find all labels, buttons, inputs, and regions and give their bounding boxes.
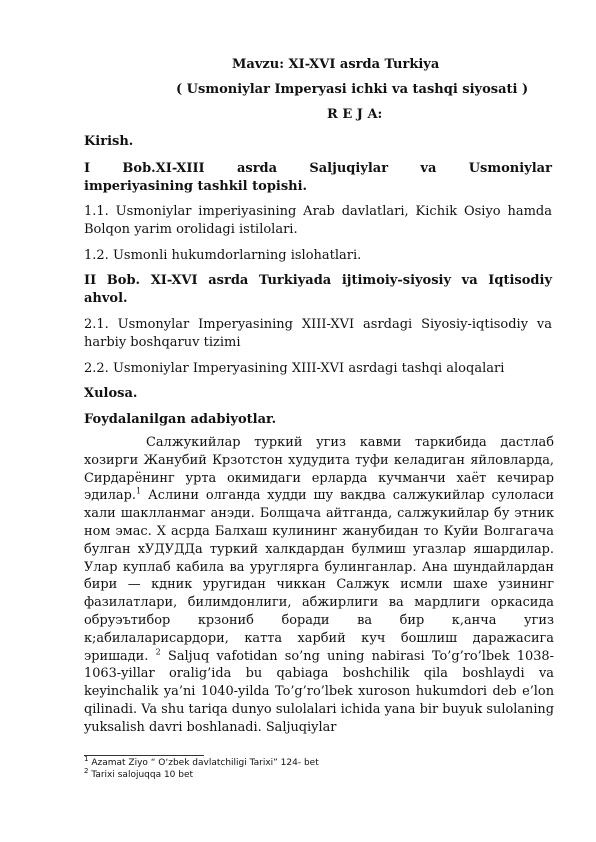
outline-chapter-1-line-2: imperiyasining tashkil topishi. — [84, 179, 308, 194]
topic-title: Mavzu: XI-XVI asrda Turkiya — [232, 57, 440, 72]
footnote-2-number: 2 — [84, 767, 89, 775]
body-text-part-2: Аслини олганда худди шу вакдва салжукийлар сулоласи хали шаклланмаг анэди. Болщача айтганда, салжукийлар бу этник ном эмас. Х асрда Балхаш кулининг жанубидан то Куйи Волгагача булган хУДУДДа туркий халкдардан булмиш угазлар яшардилар. Улар куплаб кабила ва уруглярга булинганлар. Ана шундайлардан бири — кдник уругидан чиккан Салжук исмли шахе узининг фазилатлари, билимдонлиги, абжирлиги ва мардлиги оркасида обруэътибор крзониб боради ва бир к,анча угиз к;абилаларисардори, катта харбий куч бошлиш даражасига эришади. — [84, 488, 554, 664]
body-text-part-3: Saljuq vafotidan so’ng uning nabirasi To’g’ro’lbek 1038-1063-yillar oralig’ida bu qabiaga boshchilik qila boshlaydi va keyinchalik ya’ni 1040-yilda To’g’ro’lbek xuroson hukumdori deb e’lon qilinadi. Va shu tariqa dunyo sulolalari ichida yana bir buyuk sulolaning yuksalish davri boshlanadi. Saljuqiylar — [84, 648, 554, 735]
outline-bibliography: Foydalanilgan adabiyotlar. — [84, 412, 277, 427]
body-paragraph — [84, 434, 554, 737]
footnote-2-text: Tarixi salojuqqa 10 bet — [88, 770, 194, 780]
topic-subtitle: ( Usmoniylar Imperyasi ichki va tashqi siyosati ) — [176, 82, 529, 97]
outline-item-2-1: 2.1. Usmonylar Imperyasining XIII-XVI asrdagi Siyosiy-iqtisodiy va harbiy boshqaruv tizimi — [84, 317, 552, 350]
outline-item-2-2: 2.2. Usmoniylar Imperyasining XIII-XVI asrdagi tashqi aloqalari — [84, 361, 505, 376]
footnote-separator — [84, 755, 204, 756]
plan-heading: R E J A: — [327, 107, 383, 122]
outline-introduction: Kirish. — [84, 134, 134, 149]
footnote-2 — [84, 767, 194, 781]
footnote-1-number: 1 — [84, 755, 89, 763]
footnote-1 — [84, 755, 319, 769]
chapter-1-word-va: va — [420, 161, 437, 176]
outline-conclusion: Xulosa. — [84, 386, 138, 401]
chapter-1-word-usmoniylar: Usmoniylar — [468, 161, 552, 176]
footnote-ref-2: 2 — [155, 647, 161, 657]
chapter-1-numeral: I — [84, 161, 91, 176]
outline-item-1-2: 1.2. Usmonli hukumdorlarning islohatlari. — [84, 248, 362, 263]
body-text-part-1: Салжукийлар туркий угиз кавми таркибида дастлаб хозирги Жанубий Крзотстон худудита туфи келадиган яйловларда, Сирдарёнинг урта окимидаги ерларда кучманчи хаёт кечирар эдилар. — [84, 435, 554, 504]
chapter-1-bob: Bob.XI-XIII — [122, 161, 205, 176]
chapter-1-word-asrda: asrda — [236, 161, 278, 176]
footnote-1-text: Azamat Ziyo “ O‘zbek davlatchiligi Tarixi” 124- bet — [88, 758, 319, 768]
footnote-ref-1: 1 — [135, 487, 142, 497]
outline-chapter-1-line-1 — [84, 160, 552, 178]
outline-item-1-1: 1.1. Usmoniylar imperiyasining Arab davlatlari, Kichik Osiyo hamda Bolqon yarim orolidagi istilolari. — [84, 204, 552, 237]
outline-chapter-2: II Bob. XI-XVI asrda Turkiyada ijtimoiy-siyosiy va Iqtisodiy ahvol. — [84, 273, 552, 306]
chapter-1-word-saljuqiylar: Saljuqiylar — [309, 161, 389, 176]
